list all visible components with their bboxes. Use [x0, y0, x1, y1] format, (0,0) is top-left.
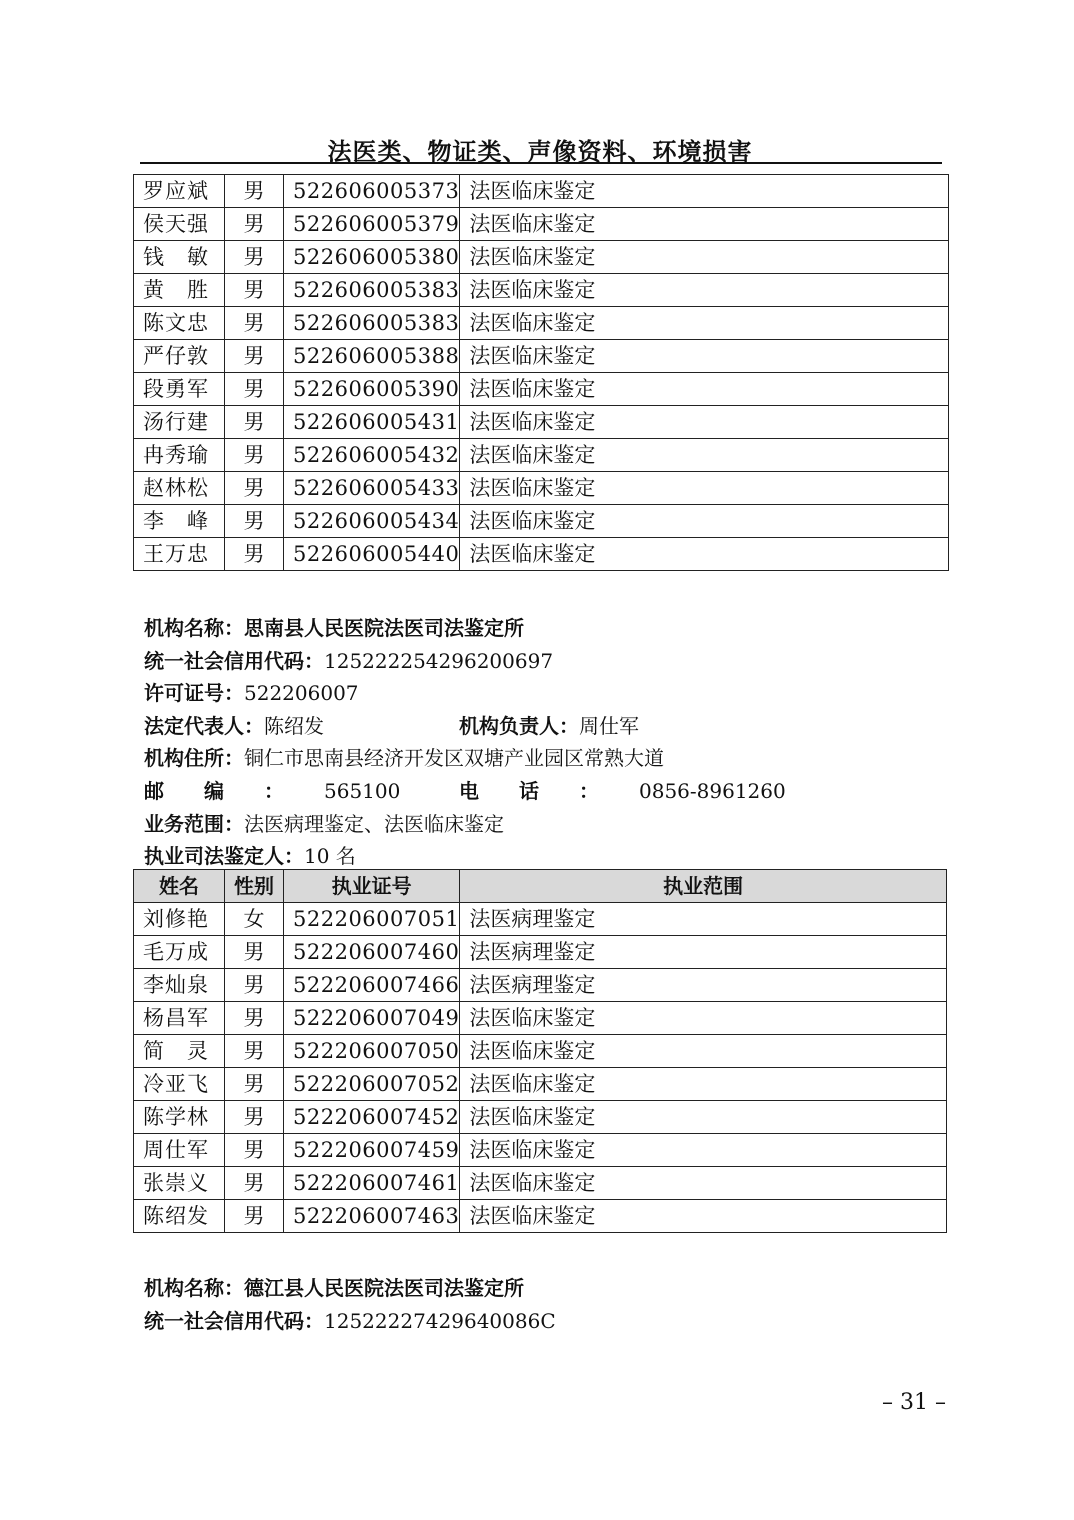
appraiser-sex: 男: [225, 340, 284, 373]
permit-number: 522206007: [244, 681, 359, 706]
practice-scope: 法医病理鉴定: [460, 969, 947, 1002]
license-number: 522606005432: [284, 439, 460, 472]
practice-scope: 法医临床鉴定: [460, 1167, 947, 1200]
org-info-dejiang: [144, 1272, 556, 1337]
appraiser-sex: 男: [225, 538, 284, 571]
credit-code: 125222254296200697: [324, 648, 554, 673]
appraiser-name: 李灿泉: [134, 969, 225, 1002]
table-row: [134, 208, 949, 241]
appraiser-sex: 男: [225, 274, 284, 307]
appraiser-sex: 男: [225, 373, 284, 406]
license-number: 522206007452: [284, 1101, 460, 1134]
appraiser-name: 冉秀瑜: [134, 439, 225, 472]
org-name-line: 机构名称：思南县人民医院法医司法鉴定所: [144, 616, 524, 640]
table-row: [134, 1002, 947, 1035]
license-number: 522206007459: [284, 1134, 460, 1167]
business-scope-line: 业务范围：法医病理鉴定、法医临床鉴定: [144, 811, 504, 836]
page-header-title: 法医类、物证类、声像资料、环境损害: [327, 138, 753, 166]
appraiser-name: 周仕军: [134, 1134, 225, 1167]
appraiser-sex: 男: [225, 175, 284, 208]
table-row: [134, 406, 949, 439]
appraiser-name: 严仔敦: [134, 340, 225, 373]
org-address: 铜仁市思南县经济开发区双塘产业园区常熟大道: [244, 746, 664, 771]
table-row: [134, 1167, 947, 1200]
legal-representative: 陈绍发: [264, 713, 324, 738]
license-number: 522206007460: [284, 936, 460, 969]
appraiser-name: 张崇义: [134, 1167, 225, 1200]
appraiser-name: 陈文忠: [134, 307, 225, 340]
license-number: 522206007463: [284, 1200, 460, 1233]
credit-code: 12522227429640086C: [324, 1308, 556, 1333]
table-row: [134, 969, 947, 1002]
license-number: 522606005373: [284, 175, 460, 208]
table-row: [134, 538, 949, 571]
practice-scope: 法医临床鉴定: [460, 175, 949, 208]
staff-count: 10 名: [304, 844, 356, 869]
appraiser-sex: 男: [225, 307, 284, 340]
appraiser-sex: 男: [225, 472, 284, 505]
appraiser-sex: 男: [225, 241, 284, 274]
practice-scope: 法医临床鉴定: [460, 208, 949, 241]
license-number: 522606005383: [284, 307, 460, 340]
appraiser-name: 简 灵: [134, 1035, 225, 1068]
practice-scope: 法医病理鉴定: [460, 903, 947, 936]
permit-line: 许可证号：522206007: [144, 681, 359, 706]
license-number: 522606005433: [284, 472, 460, 505]
practice-scope: 法医临床鉴定: [460, 307, 949, 340]
org-name: 思南县人民医院法医司法鉴定所: [244, 616, 524, 640]
appraiser-sex: 男: [225, 208, 284, 241]
table-row: [134, 373, 949, 406]
phone: 0856-8961260: [639, 778, 786, 803]
table-row: [134, 439, 949, 472]
table-row: [134, 1068, 947, 1101]
appraiser-name: 刘修艳: [134, 903, 225, 936]
practice-scope: 法医临床鉴定: [460, 1035, 947, 1068]
col-header-scope: 执业范围: [460, 870, 947, 903]
practice-scope: 法医临床鉴定: [460, 274, 949, 307]
appraiser-name: 李 峰: [134, 505, 225, 538]
appraiser-sex: 男: [225, 936, 284, 969]
appraiser-name: 段勇军: [134, 373, 225, 406]
table-row: [134, 1200, 947, 1233]
license-number: 522206007051: [284, 903, 460, 936]
appraiser-sex: 男: [225, 1002, 284, 1035]
appraiser-name: 陈绍发: [134, 1200, 225, 1233]
address-line: 机构住所：铜仁市思南县经济开发区双塘产业园区常熟大道: [144, 746, 664, 771]
appraiser-sex: 男: [225, 1068, 284, 1101]
appraiser-sex: 男: [225, 406, 284, 439]
header-rule: [140, 162, 942, 164]
staff-count-line: 执业司法鉴定人：10 名: [144, 844, 356, 869]
col-header-sex: 性别: [225, 870, 284, 903]
appraiser-name: 陈学林: [134, 1101, 225, 1134]
phone-label: 电话：: [459, 778, 639, 803]
appraiser-name: 侯天强: [134, 208, 225, 241]
org-info-sinan: [144, 612, 786, 873]
practice-scope: 法医临床鉴定: [460, 373, 949, 406]
license-number: 522606005383: [284, 274, 460, 307]
license-number: 522206007052: [284, 1068, 460, 1101]
business-scope: 法医病理鉴定、法医临床鉴定: [244, 811, 504, 836]
postcode: 565100: [324, 778, 401, 803]
postcode-phone-line: [144, 775, 786, 808]
appraiser-sex: 男: [225, 1035, 284, 1068]
practice-scope: 法医临床鉴定: [460, 406, 949, 439]
license-number: 522206007466: [284, 969, 460, 1002]
table-row: [134, 175, 949, 208]
practice-scope: 法医临床鉴定: [460, 241, 949, 274]
appraiser-sex: 男: [225, 1200, 284, 1233]
practice-scope: 法医临床鉴定: [460, 505, 949, 538]
appraiser-sex: 女: [225, 903, 284, 936]
license-number: 522206007049: [284, 1002, 460, 1035]
table-row: [134, 1035, 947, 1068]
table-row: [134, 505, 949, 538]
license-number: 522606005434: [284, 505, 460, 538]
table-row: [134, 472, 949, 505]
table-row: [134, 1134, 947, 1167]
practice-scope: 法医病理鉴定: [460, 936, 947, 969]
appraiser-name: 罗应斌: [134, 175, 225, 208]
appraiser-name: 赵林松: [134, 472, 225, 505]
license-number: 522206007050: [284, 1035, 460, 1068]
practice-scope: 法医临床鉴定: [460, 1134, 947, 1167]
license-number: 522606005380: [284, 241, 460, 274]
appraiser-name: 冷亚飞: [134, 1068, 225, 1101]
appraiser-name: 王万忠: [134, 538, 225, 571]
col-header-license: 执业证号: [284, 870, 460, 903]
appraiser-name: 钱 敏: [134, 241, 225, 274]
org-head: 周仕军: [579, 713, 639, 738]
table-row: [134, 307, 949, 340]
practice-scope: 法医临床鉴定: [460, 538, 949, 571]
appraiser-name: 毛万成: [134, 936, 225, 969]
appraiser-sex: 男: [225, 505, 284, 538]
table-row: [134, 936, 947, 969]
practice-scope: 法医临床鉴定: [460, 439, 949, 472]
license-number: 522606005431: [284, 406, 460, 439]
appraiser-name: 汤行建: [134, 406, 225, 439]
org-name: 德江县人民医院法医司法鉴定所: [244, 1276, 524, 1300]
appraiser-name: 杨昌军: [134, 1002, 225, 1035]
appraiser-sex: 男: [225, 1134, 284, 1167]
appraiser-table-continued: [133, 174, 949, 571]
col-header-name: 姓名: [134, 870, 225, 903]
license-number: 522606005440: [284, 538, 460, 571]
license-number: 522206007461: [284, 1167, 460, 1200]
page-number: – 31 –: [882, 1390, 946, 1415]
appraiser-sex: 男: [225, 439, 284, 472]
license-number: 522606005390: [284, 373, 460, 406]
appraiser-name: 黄 胜: [134, 274, 225, 307]
appraiser-sex: 男: [225, 969, 284, 1002]
practice-scope: 法医临床鉴定: [460, 472, 949, 505]
postcode-label: 邮编：: [144, 778, 324, 803]
representative-line: 法定代表人：陈绍发 机构负责人：周仕军: [144, 713, 639, 738]
credit-code-line: 统一社会信用代码：125222254296200697: [144, 648, 554, 673]
practice-scope: 法医临床鉴定: [460, 1068, 947, 1101]
credit-code-line: 统一社会信用代码：12522227429640086C: [144, 1308, 556, 1333]
practice-scope: 法医临床鉴定: [460, 1101, 947, 1134]
table-row: [134, 903, 947, 936]
org-name-line: 机构名称：德江县人民医院法医司法鉴定所: [144, 1276, 524, 1300]
license-number: 522606005379: [284, 208, 460, 241]
table-row: [134, 274, 949, 307]
practice-scope: 法医临床鉴定: [460, 340, 949, 373]
appraiser-sex: 男: [225, 1101, 284, 1134]
appraiser-table-sinan: [133, 869, 947, 1233]
license-number: 522606005388: [284, 340, 460, 373]
table-row: [134, 241, 949, 274]
practice-scope: 法医临床鉴定: [460, 1002, 947, 1035]
appraiser-sex: 男: [225, 1167, 284, 1200]
table-row: [134, 340, 949, 373]
table-header-row: [134, 870, 947, 903]
table-row: [134, 1101, 947, 1134]
practice-scope: 法医临床鉴定: [460, 1200, 947, 1233]
